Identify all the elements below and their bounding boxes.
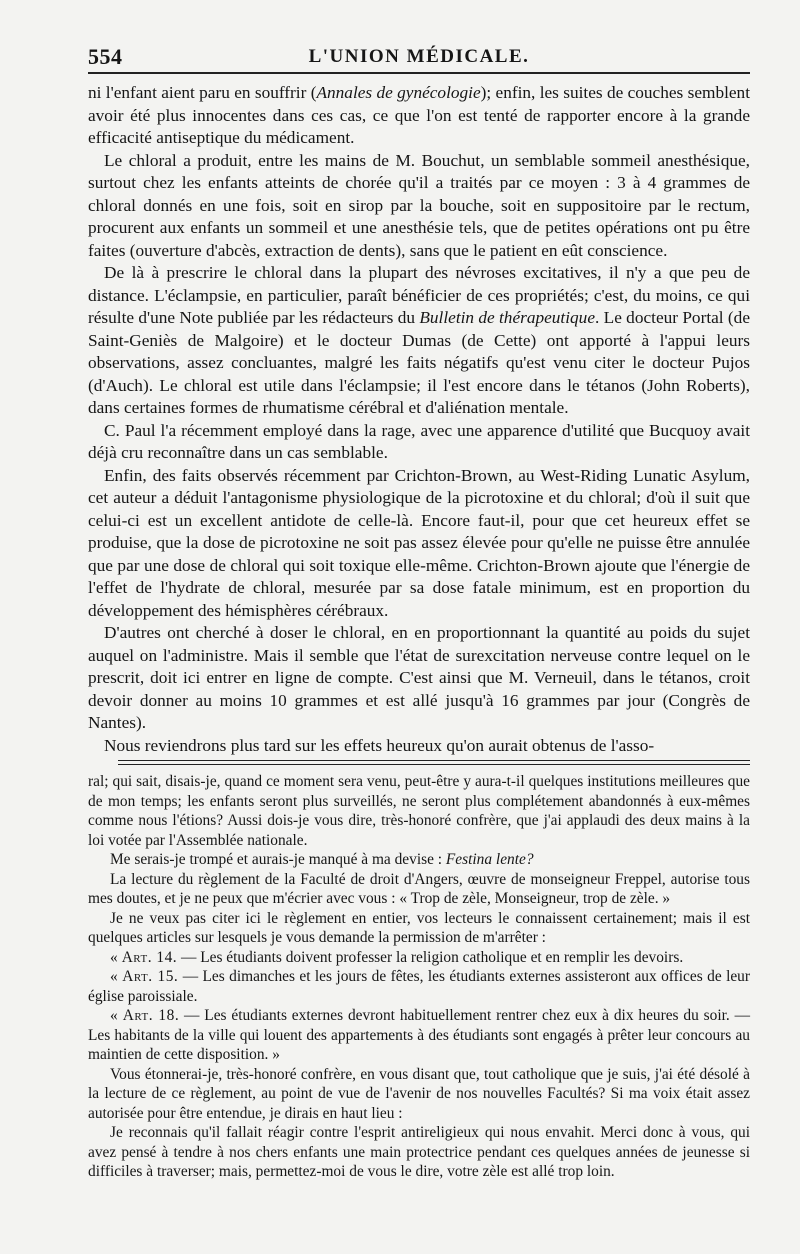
feuilleton-paragraph-1: ral; qui sait, disais-je, quand ce moment sera venu, peut-être y aura-t-il quelques institutions meilleures que de mon temps; les enfants seront plus surveillés, ne seront plus complétement abandonnés à eux-mêmes comme nous l'étions? Aussi dois-je vous dire, très-honoré confrère, que j'ai applaudi des deux mains à la loi votée par l'Assemblée nationale.	[88, 773, 750, 849]
article-14-quote	[88, 948, 750, 968]
paragraph-6: D'autres ont cherché à doser le chloral, en en proportionnant la quantité au poids du sujet auquel on l'administre. Mais il semble que l'état de surexcitation nerveuse contre lequel on le prescrit, doit ici entrer en ligne de compte. C'est ainsi que M. Verneuil, dans le tétanos, croit devoir donner au moins 10 grammes et est allé jusqu'à 16 grammes par jour (Congrès de Nantes).	[88, 623, 750, 732]
paragraph-4: C. Paul l'a récemment employé dans la rage, avec une apparence d'utilité que Bucquoy avait déjà cru reconnaître dans un cas semblable.	[88, 420, 750, 462]
text-run: ni l'enfant aient paru en souffrir (	[88, 83, 317, 102]
feuilleton-text	[88, 772, 750, 1182]
header-rule	[88, 72, 750, 74]
text-run: De là à prescrire le chloral dans la plupart des névroses excitatives, il n'y a que peu de distance. L'éclampsie, en particulier, paraît bénéficier de ces propriétés; c'est, du moins, ce qui résulte d'une Note publiée par les rédacteurs du	[88, 263, 750, 327]
feuilleton-paragraph-9: Je reconnais qu'il fallait réagir contre l'esprit antireligieux qui nous envahit. Merci donc à vous, qui avez pensé à tendre à nos chers enfants une main protectrice pendant ces quelques années de jeunesse si difficiles à traverser; mais, permettez-moi de vous le dire, votre zèle est allé trop loin.	[88, 1124, 750, 1180]
feuilleton-paragraph-4: Je ne veux pas citer ici le règlement en entier, vos lecteurs le connaissent certainement; mais il est quelques articles sur lesquels je vous demande la permission de m'arrêter :	[88, 909, 750, 946]
article-label: « Art. 15.	[110, 968, 179, 985]
feuilleton-paragraph-2	[88, 850, 750, 870]
text-run: — Les étudiants doivent professer la religion catholique et en remplir les devoirs.	[177, 948, 684, 966]
paragraph-7: Nous reviendrons plus tard sur les effets heureux qu'on aurait obtenus de l'asso-	[104, 735, 655, 755]
article-label: « Art. 14.	[110, 948, 178, 966]
paragraph-3	[88, 262, 750, 420]
paragraph-5: Enfin, des faits observés récemment par Crichton-Brown, au West-Riding Lunatic Asylum, cet auteur a déduit l'antagonisme physiologique de la picrotoxine et du chloral; d'où il suit que celui-ci est un excellent antidote de celle-là. Encore faut-il, pour que cet heureux effet se produise, que la dose de picrotoxine ne soit pas assez élevée pour qu'elle ne puisse être annulée que par une dose de chloral qui soit toxique elle-même. Crichton-Brown ajoute que l'énergie de l'effet de l'hydrate de chloral, mesurée par sa dose fatale minimum, est en proportion du développement des hémisphères cérébraux.	[88, 465, 750, 620]
text-run: — Les dimanches et les jours de fêtes, les étudiants externes assisteront aux offices de leur église paroissiale.	[88, 968, 750, 1005]
page-number: 554	[88, 44, 123, 69]
feuilleton-separator-top	[118, 760, 750, 761]
article-18-quote	[88, 1006, 750, 1065]
feuilleton-paragraph-8: Vous étonnerai-je, très-honoré confrère, en vous disant que, tout catholique que je suis, j'ai été désolé à la lecture de ce règlement, au point de vue de l'avenir de nos nouvelles Facultés? Si ma voix était assez autorisée pour être entendue, je dirais en haut lieu :	[88, 1065, 750, 1122]
text-run: Me serais-je trompé et aurais-je manqué à ma devise :	[110, 851, 446, 868]
running-title: L'UNION MÉDICALE.	[308, 46, 530, 67]
paragraph-2: Le chloral a produit, entre les mains de M. Bouchut, un semblable sommeil anesthésique, surtout chez les enfants atteints de chorée qu'il a traités par ce moyen : 3 à 4 grammes de chloral donnés en une fois, soit en sirop par la bouche, soit en suppositoire par le rectum, procurent aux enfants un sommeil et une anesthésie tels, que de petites opérations ont pu être faites (ouverture d'abcès, extraction de dents), sans que le patient en eût conscience.	[88, 150, 750, 260]
text-run: — Les étudiants externes devront habituellement rentrer chez eux à dix heures du soir. — Les habitants de la ville qui louent des appartements à des étudiants sont engagés à prêter leur concours au maintien de cette disposition. »	[88, 1007, 750, 1063]
article-15-quote	[88, 967, 750, 1006]
text-run: . Le docteur Portal (de Saint-Geniès de Malgoire) et le docteur Dumas (de Cette) ont apporté à l'appui leurs observations, assez concluantes, malgré les faits négatifs qu'est venu citer le docteur Pujos (d'Auch). Le chloral est utile dans l'éclampsie; il l'est encore dans le tétanos (John Roberts), dans certaines formes de rhumatisme cérébral et d'aliénation mentale.	[88, 308, 750, 417]
paragraph-1	[88, 82, 750, 150]
journal-title-annales: Annales de gynécologie	[316, 83, 481, 102]
feuilleton-paragraph-3: La lecture du règlement de la Faculté de droit d'Angers, œuvre de monseigneur Freppel, autorise tous mes doutes, et je ne peux que m'écrier avec vous : « Trop de zèle, Monseigneur, trop de zèle. »	[88, 870, 750, 907]
text-run: ); enfin, les suites de couches semblent avoir été plus innocentes dans ces cas, ce que l'on est tenté de rapporter encore à la grande efficacité antiseptique du médicament.	[88, 83, 751, 147]
journal-title-bulletin: Bulletin de thérapeutique	[419, 308, 595, 327]
page-header	[88, 38, 750, 74]
feuilleton-separator-bottom	[118, 764, 750, 765]
article-label: « Art. 18.	[110, 1007, 180, 1024]
main-article-text	[88, 82, 750, 757]
motto-festina-lente: Festina lente?	[445, 851, 534, 868]
